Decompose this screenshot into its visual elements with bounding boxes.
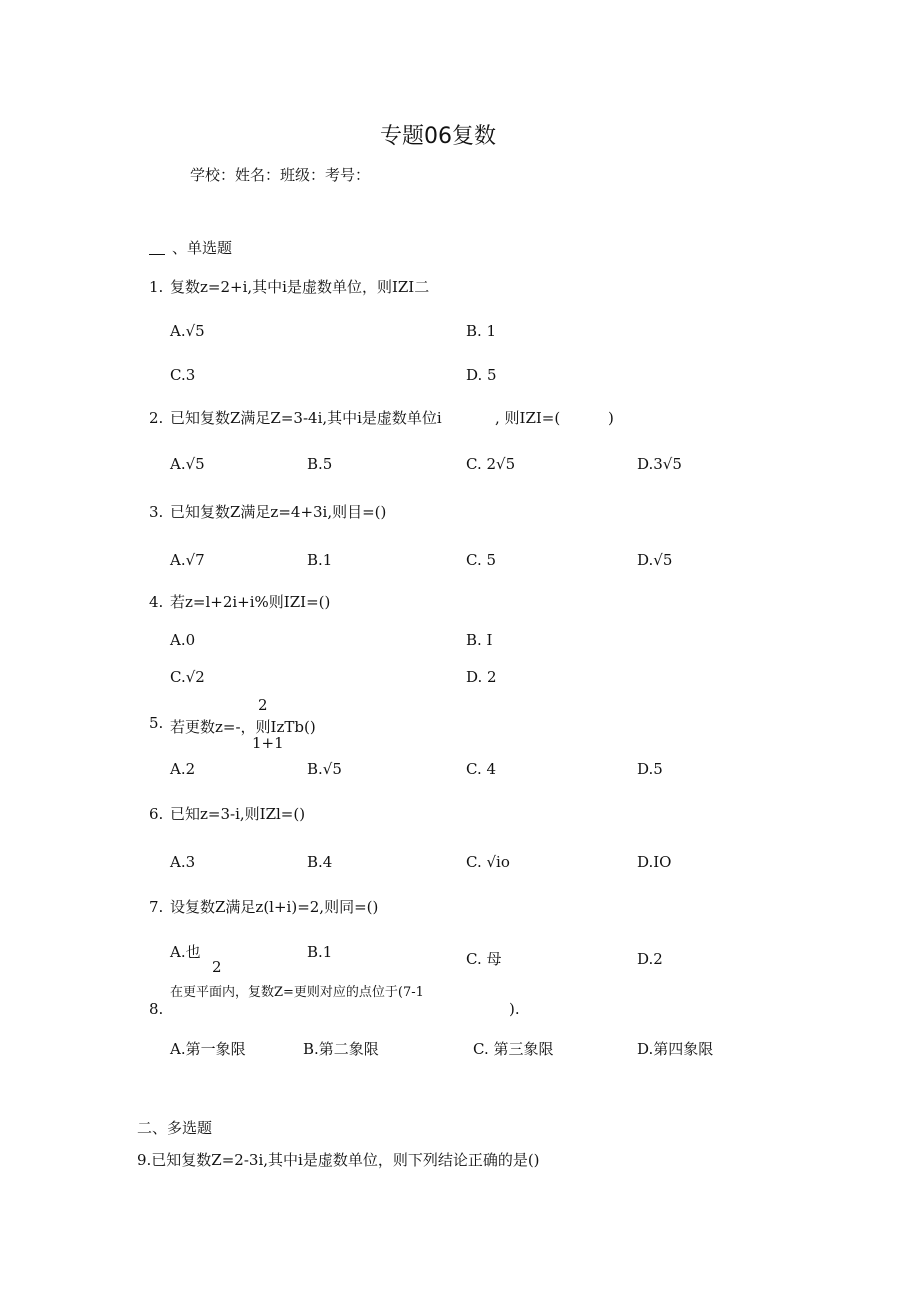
option-a: A.2 <box>170 760 196 778</box>
option-c: C. 5 <box>466 551 497 569</box>
question-number: 5. <box>149 714 164 732</box>
question-number: 3. <box>149 503 164 521</box>
page-title: 专题06复数 <box>380 124 496 149</box>
option-a-subscript: 2 <box>212 958 222 976</box>
question-number: 1. <box>149 278 164 296</box>
fraction-denominator: 1+1 <box>252 734 284 752</box>
option-a: A.√7 <box>170 551 205 569</box>
option-c: C. 4 <box>466 760 497 778</box>
option-a: A.√5 <box>170 455 205 473</box>
option-a: A.第一象限 <box>170 1040 246 1058</box>
option-b: B.√5 <box>307 760 342 778</box>
question-stem-close: ) <box>608 409 614 427</box>
question-stem: 复数z=2+i,其中i是虚数单位，则IZI二 <box>170 278 430 296</box>
option-d: D.第四象限 <box>637 1040 714 1058</box>
section-multi-choice-heading: 二、多选题 <box>137 1119 213 1137</box>
option-c: C.√2 <box>170 668 205 686</box>
question-stem-close: ). <box>509 1000 520 1018</box>
option-a: A.0 <box>170 631 196 649</box>
question-stem: 9.已知复数Z=2-3i,其中i是虚数单位，则下列结论正确的是() <box>137 1151 540 1169</box>
question-stem: 已知复数Z满足z=4+3i,则目=() <box>170 503 387 521</box>
question-number: 8. <box>149 1000 164 1018</box>
option-d: D.2 <box>637 950 663 968</box>
question-number: 4. <box>149 593 164 611</box>
question-stem: 在更平面内，复数Z=更则对应的点位于(7-1 <box>170 985 424 1000</box>
option-c: C.3 <box>170 366 196 384</box>
option-c: C. √io <box>466 853 510 871</box>
fraction-numerator: 2 <box>258 696 268 714</box>
option-d: D.3√5 <box>637 455 682 473</box>
student-info-line: 学校：姓名：班级：考号： <box>190 166 371 184</box>
question-stem: 若更数z=-，则IzTb() <box>170 718 316 736</box>
question-number: 6. <box>149 805 164 823</box>
question-stem: 设复数Z满足z(l+i)=2,则同=() <box>170 898 379 916</box>
option-d: D.√5 <box>637 551 673 569</box>
section-dash <box>149 254 165 255</box>
option-b: B. I <box>466 631 493 649</box>
option-c: C. 母 <box>466 950 502 968</box>
option-c: C. 第三象限 <box>473 1040 554 1058</box>
option-b: B.5 <box>307 455 333 473</box>
option-d: D. 2 <box>466 668 497 686</box>
option-d: D. 5 <box>466 366 497 384</box>
question-stem-tail: , 则IZI=( <box>495 409 561 427</box>
option-a: A.√5 <box>170 322 205 340</box>
option-c: C. 2√5 <box>466 455 516 473</box>
question-number: 2. <box>149 409 164 427</box>
section-single-choice-heading: 、单选题 <box>172 239 233 257</box>
question-stem: 若z=l+2i+i%则IZI=() <box>170 593 331 611</box>
option-b: B.4 <box>307 853 333 871</box>
option-a: A.3 <box>170 853 196 871</box>
option-a: A.也 <box>170 943 201 961</box>
option-b: B.1 <box>307 943 333 961</box>
question-number: 7. <box>149 898 164 916</box>
question-stem: 已知复数Z满足Z=3-4i,其中i是虚数单位i <box>170 409 442 427</box>
option-b: B. 1 <box>466 322 497 340</box>
option-d: D.IO <box>637 853 672 871</box>
option-b: B.1 <box>307 551 333 569</box>
question-stem: 已知z=3-i,则IZl=() <box>170 805 306 823</box>
option-d: D.5 <box>637 760 663 778</box>
option-b: B.第二象限 <box>303 1040 379 1058</box>
